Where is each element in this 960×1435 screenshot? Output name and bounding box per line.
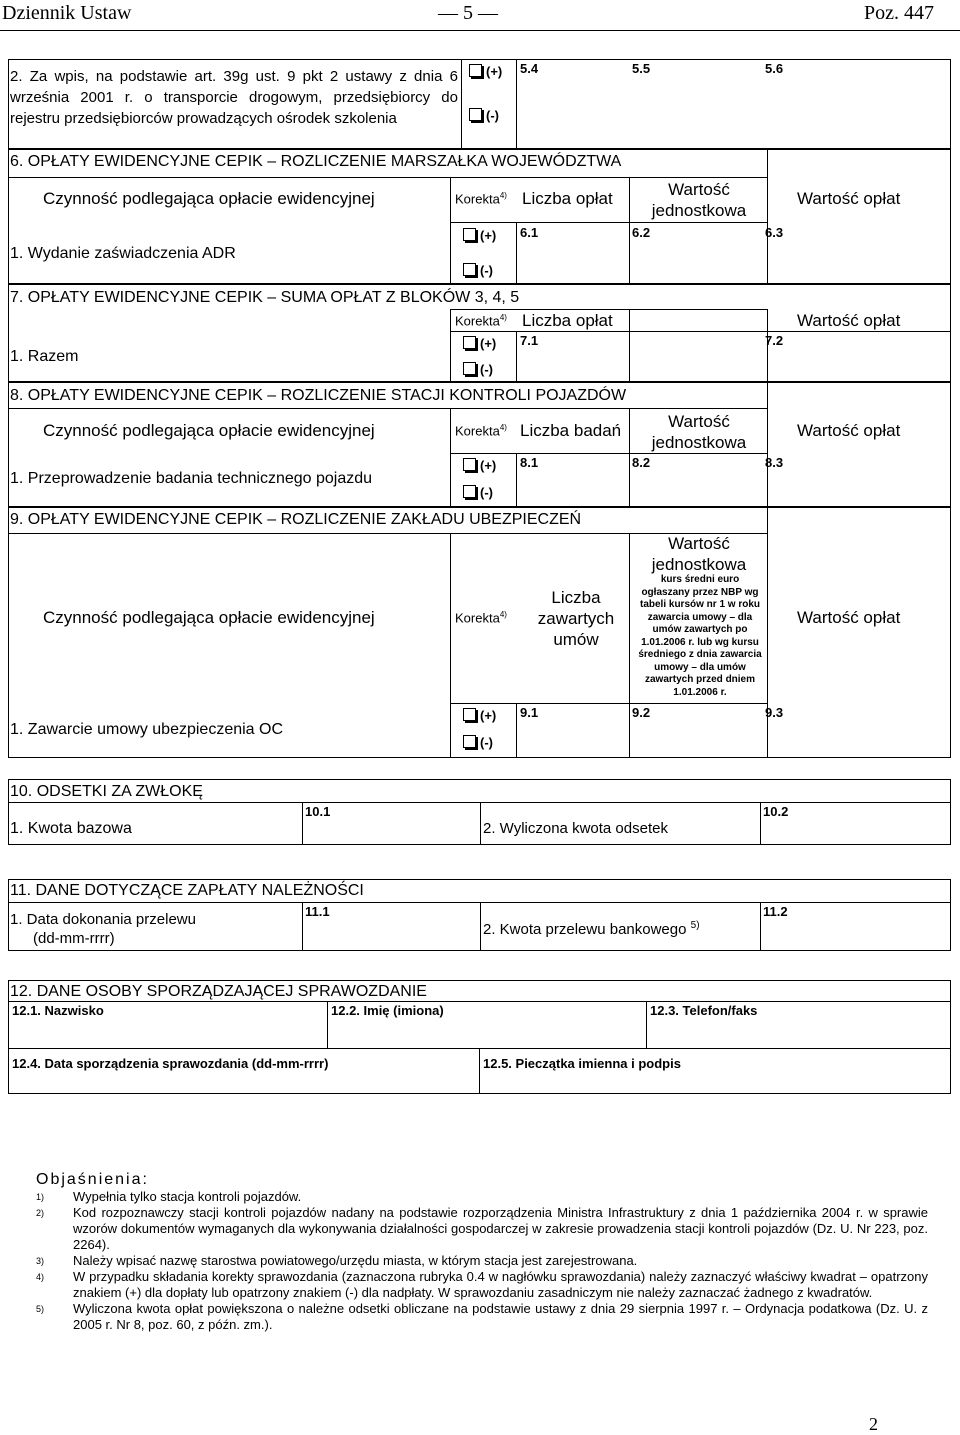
field-7-1[interactable]: 7.1 xyxy=(520,333,539,348)
field-12-4-report-date[interactable]: 12.4. Data sporządzenia sprawozdania (dd-mm-rrrr) xyxy=(12,1056,329,1071)
field-6-1[interactable]: 6.1 xyxy=(520,225,539,240)
block2-plus-checkbox[interactable]: (+) xyxy=(469,64,502,79)
section7-row-label: 1. Razem xyxy=(10,348,79,365)
field-5-6[interactable]: 5.6 xyxy=(765,61,784,76)
field-9-1[interactable]: 9.1 xyxy=(520,705,539,720)
field-12-1-surname[interactable]: 12.1. Nazwisko xyxy=(12,1003,104,1018)
section9-col-unit-value: Wartość jednostkowa xyxy=(651,534,747,574)
section9-row-label: 1. Zawarcie umowy ubezpieczenia OC xyxy=(10,721,284,738)
section8-row-label: 1. Przeprowadzenie badania technicznego pojazdu xyxy=(10,470,373,487)
section8-minus-checkbox[interactable]: (-) xyxy=(463,485,493,500)
section8-col-correction: Korekta$^{4)}$ xyxy=(455,423,507,439)
section6-col-unit-value: Wartość jednostkowa xyxy=(651,180,747,220)
field-8-3[interactable]: 8.3 xyxy=(765,455,784,470)
field-12-3-phone-fax[interactable]: 12.3. Telefon/faks xyxy=(650,1003,758,1018)
section8-title: 8. OPŁATY EWIDENCYJNE CEPIK – ROZLICZENIE STACJI KONTROLI POJAZDÓW xyxy=(10,387,627,404)
section10-title: 10. ODSETKI ZA ZWŁOKĘ xyxy=(10,783,203,800)
note-item: 1) Wypełnia tylko stacja kontroli pojazdów. xyxy=(36,1189,302,1204)
section8-plus-checkbox[interactable]: (+) xyxy=(463,458,496,473)
section7-plus-checkbox[interactable]: (+) xyxy=(463,336,496,351)
field-5-5[interactable]: 5.5 xyxy=(632,61,651,76)
field-10-1[interactable]: 10.1 xyxy=(305,804,331,819)
page-marker: — 5 — xyxy=(438,2,498,24)
section6-minus-checkbox[interactable]: (-) xyxy=(463,263,493,278)
field-9-2[interactable]: 9.2 xyxy=(632,705,651,720)
block2-minus-checkbox[interactable]: (-) xyxy=(469,108,499,123)
section8-col-count: Liczba badań xyxy=(520,421,622,440)
field-12-2-first-name[interactable]: 12.2. Imię (imiona) xyxy=(331,1003,444,1018)
field-8-1[interactable]: 8.1 xyxy=(520,455,539,470)
section6-col-activity: Czynność podlegająca opłacie ewidencyjnej xyxy=(43,189,375,208)
field-8-2[interactable]: 8.2 xyxy=(632,455,651,470)
note-item: 3) Należy wpisać nazwę starostwa powiatowego/urzędu miasta, w którym stacja jest zarejestrowana. xyxy=(36,1253,638,1268)
page-number: 2 xyxy=(869,1414,878,1434)
section10-label1: 1. Kwota bazowa xyxy=(10,820,132,837)
position-number: Poz. 447 xyxy=(864,2,934,24)
field-6-3[interactable]: 6.3 xyxy=(765,225,784,240)
section9-minus-checkbox[interactable]: (-) xyxy=(463,735,493,750)
section11-label1a: 1. Data dokonania przelewu xyxy=(10,911,196,928)
section8-col-unit-value: Wartość jednostkowa xyxy=(651,412,747,452)
field-7-2[interactable]: 7.2 xyxy=(765,333,784,348)
note-item: 4) W przypadku składania korekty sprawozdania (zaznaczona rubryka 0.4 w nagłówku sprawozdania) należy zaznaczyć właściwy kwadrat – opatrzony znakiem (+) dla dopłaty lub opatrzony znakiem (-) dla nadpłaty. W sprawozdaniu zasadniczym nie należy zaznaczać żadnego z kwadratów. xyxy=(36,1269,928,1300)
notes-list xyxy=(36,1189,928,1333)
section9-title: 9. OPŁATY EWIDENCYJNE CEPIK – ROZLICZENIE ZAKŁADU UBEZPIECZEŃ xyxy=(10,511,582,528)
field-10-2[interactable]: 10.2 xyxy=(763,804,789,819)
section6-row-label: 1. Wydanie zaświadczenia ADR xyxy=(10,245,236,262)
section6-col-count: Liczba opłat xyxy=(522,189,613,208)
section6-col-total: Wartość opłat xyxy=(797,189,901,208)
section7-title: 7. OPŁATY EWIDENCYJNE CEPIK – SUMA OPŁAT Z BLOKÓW 3, 4, 5 xyxy=(10,289,520,306)
section9-col-total: Wartość opłat xyxy=(797,608,901,627)
field-5-4[interactable]: 5.4 xyxy=(520,61,539,76)
section9-col-activity: Czynność podlegająca opłacie ewidencyjnej xyxy=(43,608,375,627)
block2-text: 2. Za wpis, na podstawie art. 39g ust. 9 pkt 2 ustawy z dnia 6 września 2001 r. o transporcie drogowym, przedsiębiorcy do rejestru przedsiębiorców prowadzących ośrodek szkolenia xyxy=(10,68,458,127)
journal-title: Dziennik Ustaw xyxy=(2,2,132,24)
section7-col-total: Wartość opłat xyxy=(797,311,901,330)
section7-minus-checkbox[interactable]: (-) xyxy=(463,362,493,377)
section9-plus-checkbox[interactable]: (+) xyxy=(463,708,496,723)
section8-col-total: Wartość opłat xyxy=(797,421,901,440)
section10-label2: 2. Wyliczona kwota odsetek xyxy=(483,820,668,837)
section7-col-count: Liczba opłat xyxy=(522,311,613,330)
field-12-5-stamp-signature[interactable]: 12.5. Pieczątka imienna i podpis xyxy=(483,1056,681,1071)
header-rule xyxy=(0,30,960,31)
section6-col-correction: Korekta$^{4)}$ xyxy=(455,191,507,207)
section6-title: 6. OPŁATY EWIDENCYJNE CEPIK – ROZLICZENIE MARSZAŁKA WOJEWÓDZTWA xyxy=(10,153,622,170)
section7-col-correction: Korekta$^{4)}$ xyxy=(455,313,507,329)
section6-plus-checkbox[interactable]: (+) xyxy=(463,228,496,243)
section8-col-activity: Czynność podlegająca opłacie ewidencyjnej xyxy=(43,421,375,440)
field-11-1[interactable]: 11.1 xyxy=(305,904,330,919)
section9-col-correction: Korekta$^{4)}$ xyxy=(455,610,507,626)
notes-title: Objaśnienia: xyxy=(36,1171,149,1188)
section12-title: 12. DANE OSOBY SPORZĄDZAJĄCEJ SPRAWOZDANIE xyxy=(10,983,427,1000)
field-9-3[interactable]: 9.3 xyxy=(765,705,784,720)
section11-label1b: (dd-mm-rrrr) xyxy=(33,930,115,947)
field-6-2[interactable]: 6.2 xyxy=(632,225,651,240)
field-11-2[interactable]: 11.2 xyxy=(763,904,788,919)
section11-label2: 2. Kwota przelewu bankowego $^{5)}$ xyxy=(483,920,700,938)
note-item: 2) Kod rozpoznawczy stacji kontroli pojazdów nadany na podstawie rozporządzenia Ministra Infrastruktury z dnia 1 października 2004 r. w sprawie wzorów dokumentów wymaganych dla wykonywania działalności gospodarczej w zakresie prowadzenia stacji kontroli pojazdów (Dz. U. Nr 223, poz. 2264). xyxy=(36,1205,928,1252)
note-item: 5) Wyliczona kwota opłat powiększona o należne odsetki obliczane na podstawie ustawy z dnia 29 sierpnia 1997 r. – Ordynacja podatkowa (Dz. U. z 2005 r. Nr 8, poz. 60, z późn. zm.). xyxy=(36,1301,928,1332)
section9-unit-note: kurs średni euro ogłaszany przez NBP wg tabeli kursów nr 1 w roku zawarcia umowy – dla umów zawartych po 1.01.2006 r. lub wg kursu średniego z dnia zawarcia umowy – dla umów zawartych przed dniem 1.01.2006 r. xyxy=(638,574,762,698)
section9-col-count: Liczba zawartych umów xyxy=(537,588,615,649)
section11-title: 11. DANE DOTYCZĄCE ZAPŁATY NALEŻNOŚCI xyxy=(10,882,364,899)
